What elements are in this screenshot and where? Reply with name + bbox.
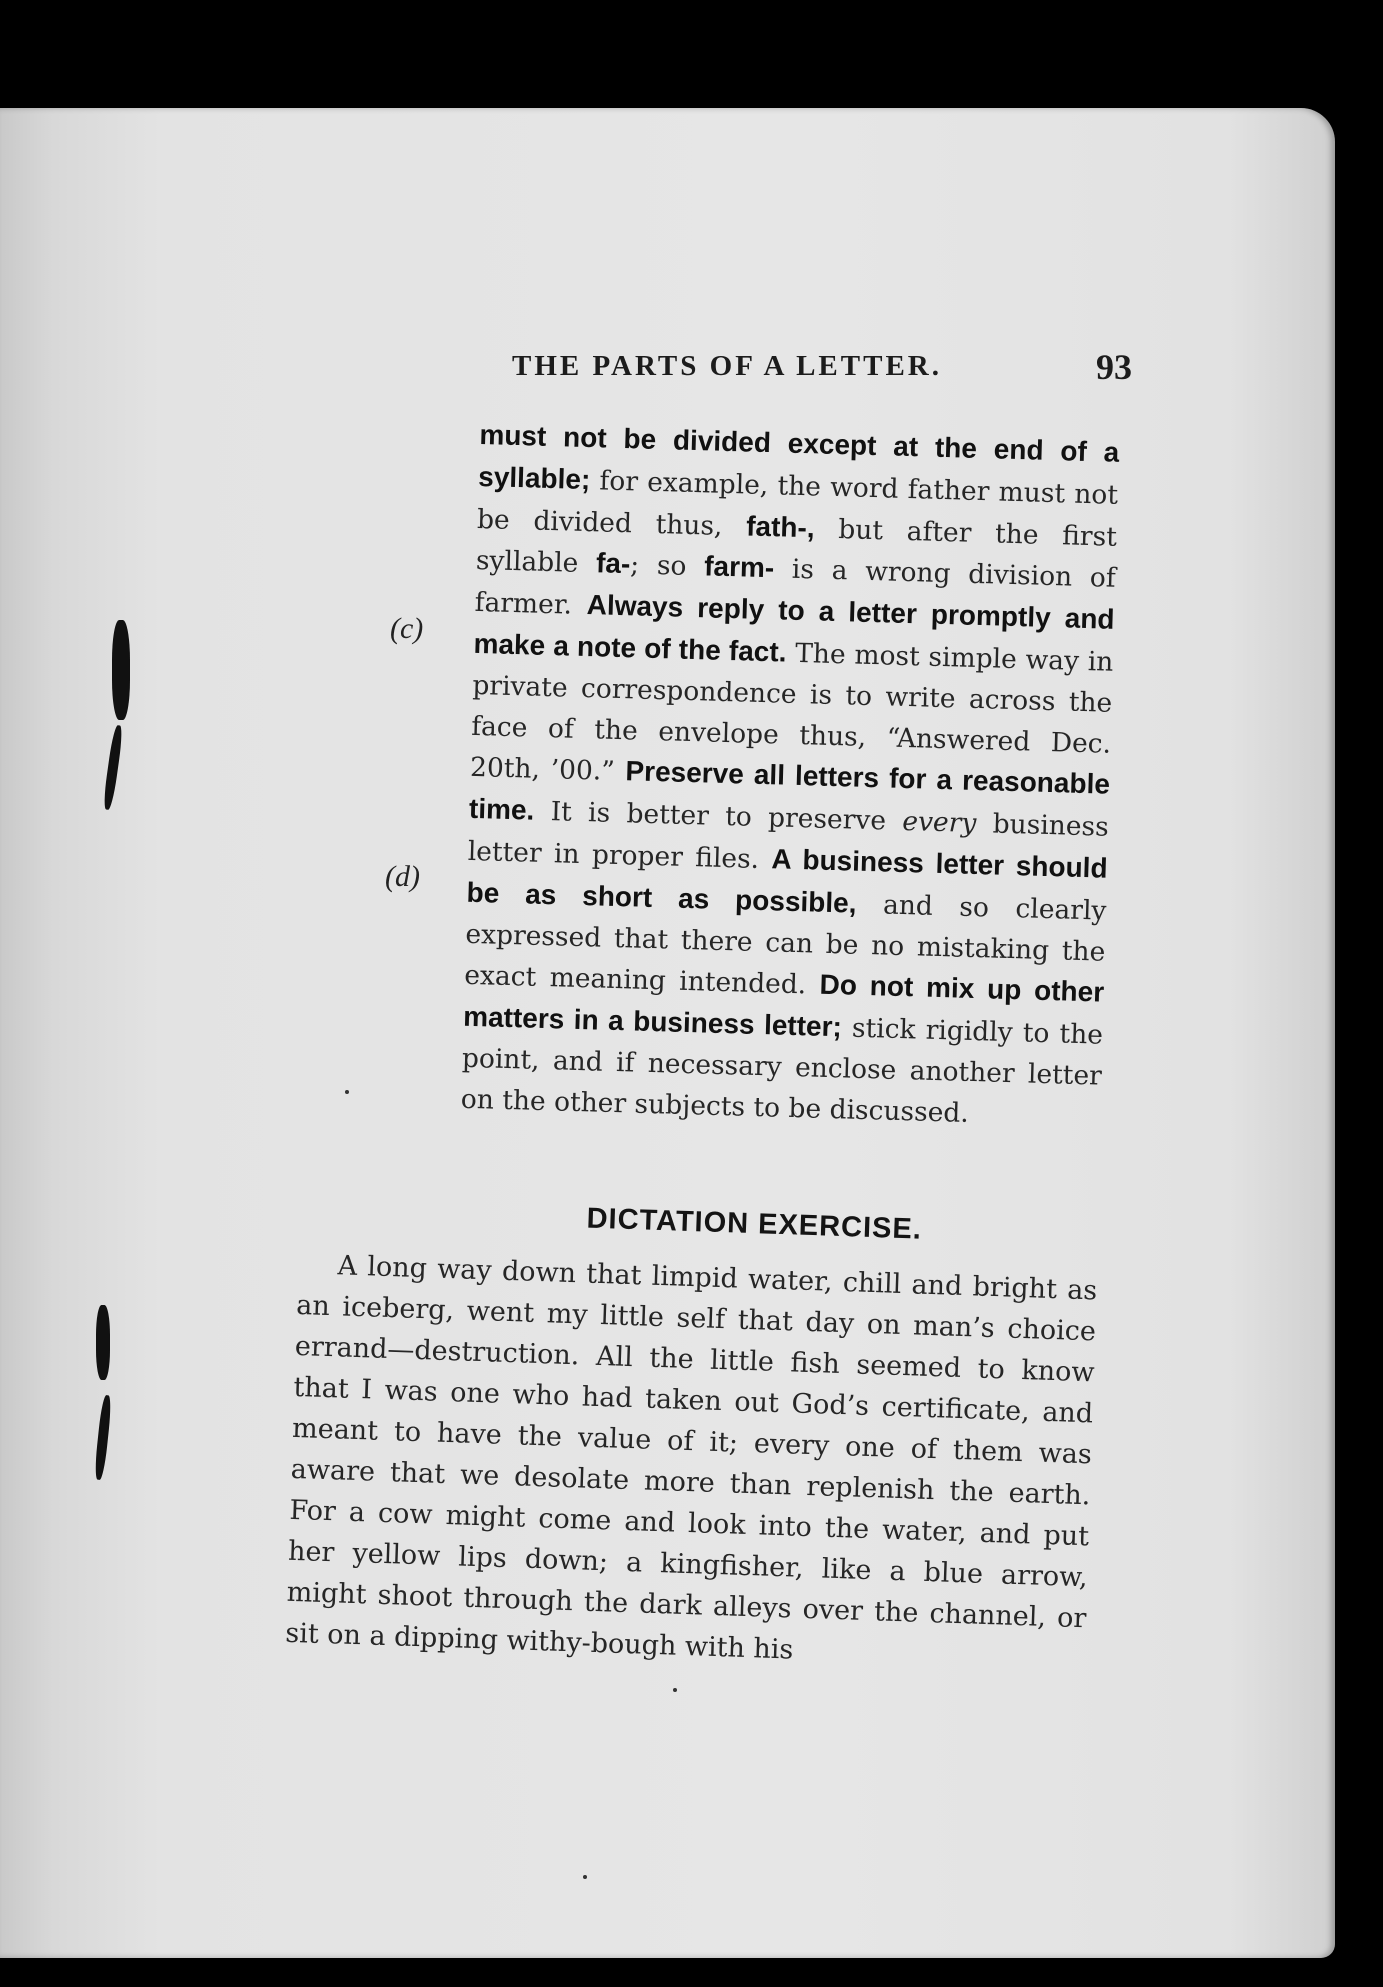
- section-label-d: (d): [385, 860, 420, 893]
- dictation-exercise: [285, 1193, 1100, 1680]
- speck: [583, 1875, 587, 1879]
- bold-text: fath-,: [745, 510, 816, 543]
- page-number: 93: [1096, 347, 1132, 387]
- bold-text: A business letter should be as short as possible,: [466, 843, 1109, 919]
- body-paragraph: [460, 415, 1119, 1138]
- body-text: stick rigidly to the point, and if necessary enclose another letter on the other subjects to be discussed.: [460, 1012, 1104, 1129]
- speck: [345, 1090, 349, 1094]
- bold-text: Do not mix up other matters in a business letter;: [462, 969, 1105, 1043]
- body-text: It is better to preserve: [533, 795, 903, 838]
- body-text: The most simple way in private correspondence is to write across the face of the envelope thus, “Answered Dec. 20th, ’00.”: [469, 637, 1114, 788]
- running-head: THE PARTS OF A LETTER.: [512, 350, 942, 382]
- page-header: [512, 347, 1132, 396]
- bold-text: must not be divided except at the end of a syllable;: [477, 418, 1120, 495]
- body-text: for example, the word father must not be divided thus,: [476, 464, 1119, 543]
- italic-text: every: [901, 806, 977, 840]
- section-label-c: (c): [390, 612, 424, 645]
- body-text: ; so: [629, 549, 705, 583]
- bold-text: fa-: [595, 547, 631, 580]
- bold-text: farm-: [703, 550, 775, 584]
- gutter-mark: [112, 620, 130, 720]
- speck: [673, 1688, 677, 1692]
- exercise-title: DICTATION EXERCISE.: [586, 1202, 923, 1246]
- exercise-text: A long way down that limpid water, chill and bright as an iceberg, went my little self that day on man’s choice errand—destruction. All the little fish seemed to know that I was one who had taken out God’s certificate, and meant to have the value of it; every one of them was aware that we desolate more than replenish the earth. For a cow might come and look into the water, and put her yellow lips down; a kingfisher, like a blue arrow, might shoot through the dark alleys over the channel, or sit on a dipping withy-bough with his: [284, 1250, 1098, 1666]
- body-text: is a wrong division of farmer.: [474, 553, 1117, 622]
- gutter-mark: [96, 1305, 110, 1380]
- bold-text: Preserve all letters for a reasonable time.: [468, 755, 1111, 826]
- body-text: and so clearly expressed that there can be no mistaking the exact meaning intended.: [463, 888, 1107, 1002]
- body-text: business letter in proper files.: [467, 808, 1110, 876]
- bold-text: Always reply to a letter promptly and make a note of the fact.: [473, 589, 1115, 668]
- body-text: but after the first syllable: [475, 512, 1118, 580]
